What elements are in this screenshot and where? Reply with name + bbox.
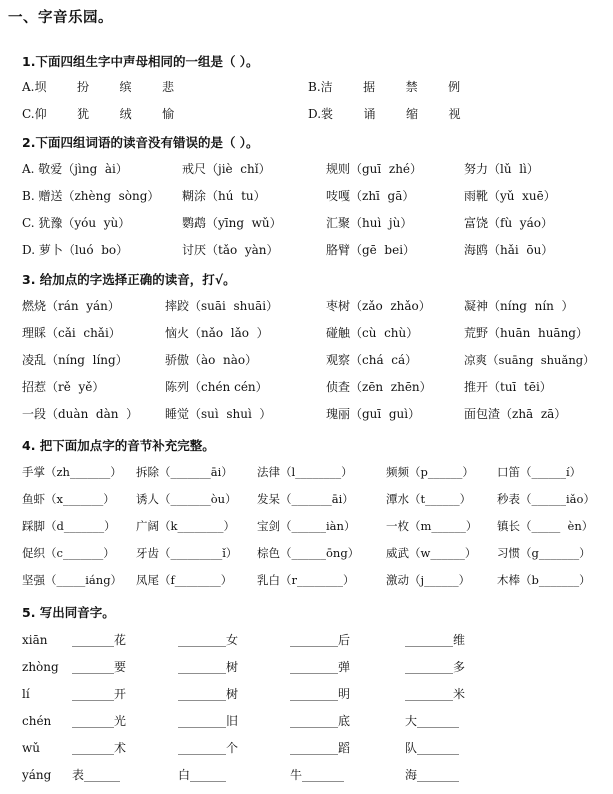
q3-item: 面包渣（zhā zā） bbox=[464, 407, 567, 421]
q2-item: 糊涂（hú tu） bbox=[182, 189, 266, 203]
q5-row-wu bbox=[0, 738, 613, 758]
q2-title: 2.下面四组词语的读音没有错误的是（ ）。 bbox=[22, 135, 259, 150]
q4-item: 镇长（_____ èn） bbox=[497, 519, 594, 533]
q5-blank: ________女 bbox=[178, 633, 239, 647]
q5-blank: 表______ bbox=[72, 768, 121, 782]
q4-item: 棕色（______ōng） bbox=[257, 546, 360, 560]
q1-title: 1.下面四组生字中声母相同的一组是（ ）。 bbox=[22, 54, 259, 69]
q2-item: 吱嘎（zhī gā） bbox=[326, 189, 415, 203]
q3-row-4 bbox=[0, 377, 613, 397]
q2-item: D. 萝卜（luó bo） bbox=[22, 243, 129, 257]
q3-item: 瑰丽（guī guì） bbox=[326, 407, 421, 421]
q3-item: 骄傲（ào nào） bbox=[165, 353, 258, 367]
q1-option-b: B.洁 据 禁 例 bbox=[308, 80, 461, 94]
q3-item: 陈列（chén cén） bbox=[165, 380, 268, 394]
q4-item: 诱人（_______òu） bbox=[136, 492, 237, 506]
q5-blank: 海_______ bbox=[405, 768, 460, 782]
q2-item: 讨厌（tǎo yàn） bbox=[182, 243, 279, 257]
q5-blank: ________树 bbox=[178, 687, 239, 701]
q2-item: B. 赠送（zhèng sòng） bbox=[22, 189, 160, 203]
q3-item: 摔跤（suāi shuāi） bbox=[165, 299, 279, 313]
q2-item: 规则（guī zhé） bbox=[326, 162, 423, 176]
q5-pinyin: yáng bbox=[22, 768, 52, 782]
q5-blank: ________蹈 bbox=[290, 741, 351, 755]
q4-row-5 bbox=[0, 570, 613, 590]
q2-item: 努力（lǔ lì） bbox=[464, 162, 539, 176]
q4-item: 踩脚（d_______） bbox=[22, 519, 116, 533]
q4-item: 乳白（r________） bbox=[257, 573, 355, 587]
q4-item: 法律（l________） bbox=[257, 465, 353, 479]
q4-item: 频频（p______） bbox=[386, 465, 474, 479]
q2-item: 汇聚（huì jù） bbox=[326, 216, 413, 230]
q4-row-2 bbox=[0, 489, 613, 509]
q2-item: C. 犹豫（yóu yù） bbox=[22, 216, 131, 230]
q3-row-1 bbox=[0, 296, 613, 316]
q4-item: 一枚（m______） bbox=[386, 519, 478, 533]
q4-row-1 bbox=[0, 462, 613, 482]
q3-item: 凌乱（níng líng） bbox=[22, 353, 128, 367]
q5-pinyin: chén bbox=[22, 714, 52, 728]
q4-item: 激动（j______） bbox=[386, 573, 471, 587]
q5-blank: ________维 bbox=[405, 633, 466, 647]
q4-item: 牙齿（_________ǐ） bbox=[136, 546, 238, 560]
q3-item: 睡觉（suì shuì ） bbox=[165, 407, 272, 421]
q2-item: 戒尺（jiè chǐ） bbox=[182, 162, 271, 176]
q5-row-li bbox=[0, 684, 613, 704]
q5-blank: _______光 bbox=[72, 714, 127, 728]
q2-row-c bbox=[0, 213, 613, 233]
q2-row-b bbox=[0, 186, 613, 206]
q5-blank: _______术 bbox=[72, 741, 127, 755]
q5-blank: ________弹 bbox=[290, 660, 351, 674]
q3-item: 碰触（cù chù） bbox=[326, 326, 419, 340]
q3-item: 燃烧（rán yán） bbox=[22, 299, 120, 313]
section-title: 一、字音乐园。 bbox=[8, 10, 113, 26]
q4-row-4 bbox=[0, 543, 613, 563]
q5-blank: _______要 bbox=[72, 660, 127, 674]
q2-item: 胳臂（gē bei） bbox=[326, 243, 416, 257]
q4-item: 促织（c_______） bbox=[22, 546, 115, 560]
q3-item: 荒野（huān huāng） bbox=[464, 326, 588, 340]
q1-row-2 bbox=[0, 104, 613, 124]
q5-row-zhong bbox=[0, 657, 613, 677]
q3-item: 一段（duàn dàn ） bbox=[22, 407, 139, 421]
q4-title: 4. 把下面加点字的音节补充完整。 bbox=[22, 438, 215, 453]
q2-row-a bbox=[0, 159, 613, 179]
q1-row-1 bbox=[0, 77, 613, 97]
q3-item: 理睬（cǎi chǎi） bbox=[22, 326, 121, 340]
q5-blank: 大_______ bbox=[405, 714, 460, 728]
q4-item: 口笛（______í） bbox=[497, 465, 582, 479]
q1-option-d: D.裳 诵 缩 视 bbox=[308, 107, 461, 121]
q4-item: 广阔（k________） bbox=[136, 519, 235, 533]
q3-item: 招惹（rě yě） bbox=[22, 380, 105, 394]
q3-row-3 bbox=[0, 350, 613, 370]
q5-blank: ________树 bbox=[178, 660, 239, 674]
q2-item: 富饶（fù yáo） bbox=[464, 216, 553, 230]
q2-item: 海鸥（hǎi ōu） bbox=[464, 243, 554, 257]
q4-item: 坚强（_____iáng） bbox=[22, 573, 123, 587]
q3-item: 凉爽（suāng shuǎng） bbox=[464, 353, 595, 367]
q5-blank: ________个 bbox=[178, 741, 239, 755]
q4-item: 手掌（zh_______） bbox=[22, 465, 122, 479]
q5-row-xian bbox=[0, 630, 613, 650]
q5-blank: _______花 bbox=[72, 633, 127, 647]
q3-item: 观察（chá cá） bbox=[326, 353, 418, 367]
q5-title: 5. 写出同音字。 bbox=[22, 605, 115, 620]
q5-blank: ________底 bbox=[290, 714, 351, 728]
q3-item: 推开（tuī tēi） bbox=[464, 380, 552, 394]
q5-row-chen bbox=[0, 711, 613, 731]
q5-pinyin: wǔ bbox=[22, 741, 40, 755]
q5-blank: 牛_______ bbox=[290, 768, 345, 782]
q5-pinyin: xiān bbox=[22, 633, 48, 647]
q4-item: 拆除（_______āi） bbox=[136, 465, 233, 479]
q5-blank: 白______ bbox=[178, 768, 227, 782]
q5-blank: ________米 bbox=[405, 687, 466, 701]
q3-row-2 bbox=[0, 323, 613, 343]
q3-row-5 bbox=[0, 404, 613, 424]
q2-item: A. 敬爱（jìng ài） bbox=[22, 162, 128, 176]
q5-blank: 队_______ bbox=[405, 741, 460, 755]
q4-item: 宝剑（______iàn） bbox=[257, 519, 356, 533]
q5-blank: _______开 bbox=[72, 687, 127, 701]
q2-row-d bbox=[0, 240, 613, 260]
q3-item: 侦查（zēn zhēn） bbox=[326, 380, 432, 394]
q5-blank: ________旧 bbox=[178, 714, 239, 728]
q2-item: 雨靴（yǔ xuē） bbox=[464, 189, 556, 203]
q4-row-3 bbox=[0, 516, 613, 536]
q5-pinyin: lí bbox=[22, 687, 30, 701]
q1-option-c: C.仰 犹 绒 愉 bbox=[22, 107, 175, 121]
q5-row-yang bbox=[0, 765, 613, 785]
q5-blank: ________后 bbox=[290, 633, 351, 647]
q3-item: 枣树（zǎo zhǎo） bbox=[326, 299, 431, 313]
q1-option-a: A.坝 扮 缤 悲 bbox=[22, 80, 175, 94]
q3-title: 3. 给加点的字选择正确的读音，打√。 bbox=[22, 272, 236, 287]
q4-item: 鱼虾（x_______） bbox=[22, 492, 115, 506]
q2-item: 鹦鹉（yīng wǔ） bbox=[182, 216, 282, 230]
q3-item: 凝神（níng nín ） bbox=[464, 299, 574, 313]
q3-item: 恼火（nǎo lǎo ） bbox=[165, 326, 269, 340]
q4-item: 习惯（g_______） bbox=[497, 546, 591, 560]
q5-pinyin: zhòng bbox=[22, 660, 59, 674]
q4-item: 木棒（b_______） bbox=[497, 573, 591, 587]
q4-item: 秒表（______iǎo） bbox=[497, 492, 595, 506]
q4-item: 凤尾（f________） bbox=[136, 573, 233, 587]
q4-item: 威武（w______） bbox=[386, 546, 477, 560]
q5-blank: ________明 bbox=[290, 687, 351, 701]
q4-item: 发呆（_______āi） bbox=[257, 492, 354, 506]
q4-item: 潭水（t______） bbox=[386, 492, 472, 506]
q5-blank: ________多 bbox=[405, 660, 466, 674]
